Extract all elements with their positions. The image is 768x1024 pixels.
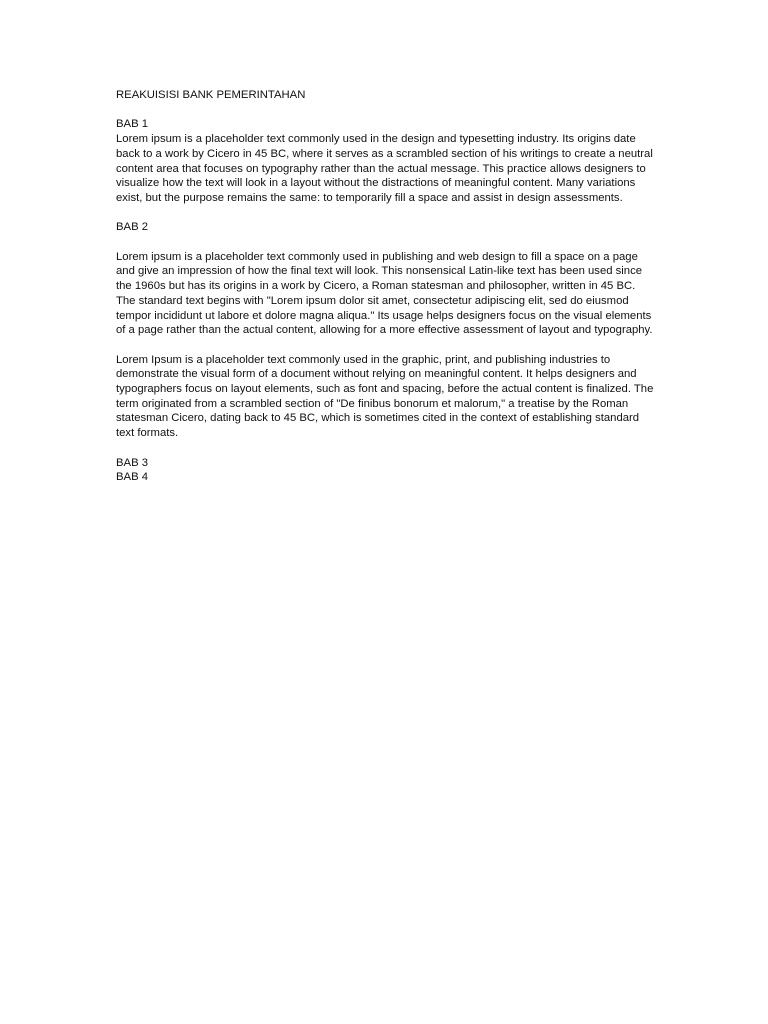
- spacer: [116, 206, 656, 221]
- paragraph-bab-1: Lorem ipsum is a placeholder text commonly used in the design and typesetting industry. Its origins date back to a work by Cicero in 45 BC, where it serves as a scrambled section of his writings to create a neutral content area that focuses on typography rather than the actual message. This practice allows designers to visualize how the text will look in a layout without the distractions of meaningful content. Many variations exist, but the purpose remains the same: to temporarily fill a space and assist in design assessments.: [116, 133, 653, 204]
- section-heading-bab-2: BAB 2: [116, 221, 149, 234]
- spacer: [116, 338, 656, 353]
- paragraph-bab-2-first: Lorem ipsum is a placeholder text commonly used in publishing and web design to fill a space on a page and give an impression of how the final text will look. This nonsensical Latin-like text has been used since the 1960s but has its origins in a work by Cicero, a Roman statesman and philosopher, written in 45 BC. The standard text begins with "Lorem ipsum dolor sit amet, consectetur adipiscing elit, sed do eiusmod tempor incididunt ut labore et dolore magna aliqua." Its usage helps designers focus on the visual elements of a page rather than the actual content, allowing for a more effective assessment of layout and typography.: [116, 250, 653, 337]
- spacer: [116, 235, 656, 250]
- section-heading-bab-1: BAB 1: [116, 118, 149, 131]
- paragraph-bab-2-second: Lorem Ipsum is a placeholder text commonly used in the graphic, print, and publishing industries to demonstrate the visual form of a document without relying on meaningful content. It helps designers and typographers focus on layout elements, such as font and spacing, before the actual content is finalized. The term originated from a scrambled section of "De finibus bonorum et malorum," a treatise by the Roman statesman Cicero, dating back to 45 BC, which is sometimes cited in the context of establishing standard text formats.: [116, 353, 654, 440]
- section-heading-bab-3: BAB 3: [116, 456, 149, 469]
- section-heading-bab-4: BAB 4: [116, 471, 149, 484]
- document-title: REAKUISISI BANK PEMERINTAHAN: [116, 89, 306, 101]
- spacer: [116, 103, 656, 118]
- spacer: [116, 441, 656, 456]
- document-body: [116, 88, 656, 485]
